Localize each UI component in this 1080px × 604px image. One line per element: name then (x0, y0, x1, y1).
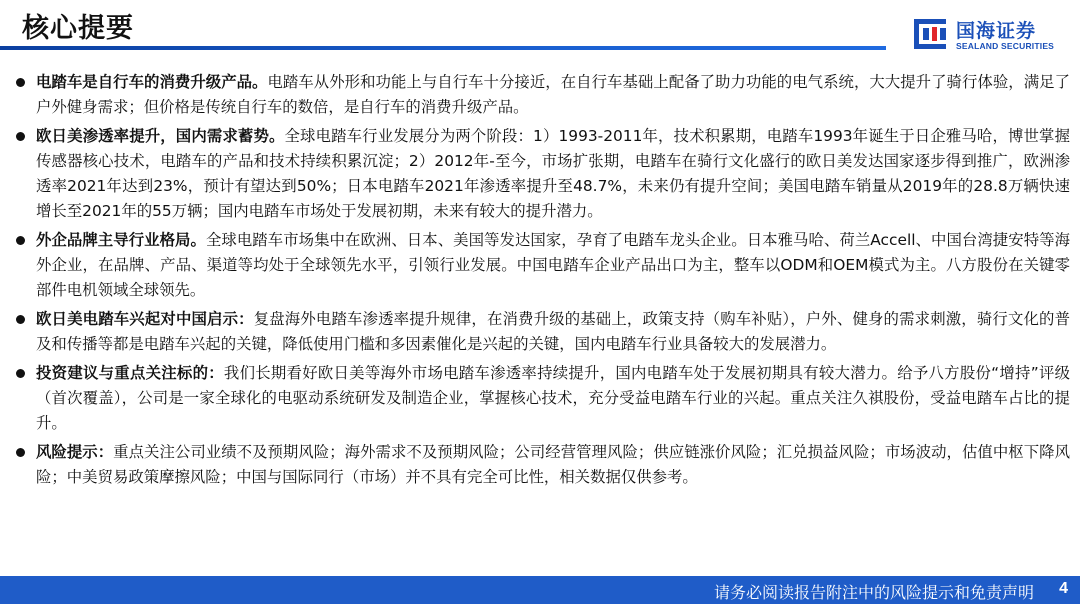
bullet-item (14, 70, 1070, 120)
bullet-dot-icon (16, 369, 25, 378)
bullet-dot-icon (16, 132, 25, 141)
bullet-item (14, 228, 1070, 303)
page-footer (0, 576, 1080, 604)
bullet-heading: 外企品牌主导行业格局。 (36, 231, 206, 249)
page-number: 4 (1059, 580, 1068, 597)
bullet-item (14, 307, 1070, 357)
bullet-body: 电踏车从外形和功能上与自行车十分接近，在自行车基础上配备了助力功能的电气系统，大大提升了骑行体验，满足了户外健身需求；但价格是传统自行车的数倍，是自行车的消费升级产品。 (36, 73, 1070, 116)
bullet-heading: 投资建议与重点关注标的： (36, 364, 224, 382)
bullet-dot-icon (16, 236, 25, 245)
logo-text-cn: 国海证券 (956, 20, 1037, 42)
bullet-heading: 风险提示： (36, 443, 114, 461)
bullet-dot-icon (16, 448, 25, 457)
bullet-body: 复盘海外电踏车渗透率提升规律，在消费升级的基础上，政策支持（购车补贴），户外、健身的需求刺激，骑行文化的普及和传播等都是电踏车兴起的关键，降低使用门槛和多因素催化是兴起的关键，国内电踏车行业具备较大的发展潜力。 (36, 310, 1070, 353)
disclaimer-text: 请务必阅读报告附注中的风险提示和免责声明 (713, 583, 1034, 602)
bullet-dot-icon (16, 315, 25, 324)
bullet-heading: 电踏车是自行车的消费升级产品。 (36, 73, 268, 91)
bullet-heading: 欧日美电踏车兴起对中国启示： (36, 310, 254, 328)
bullet-item (14, 440, 1070, 490)
summary-content (14, 70, 1070, 494)
page-title: 核心提要 (22, 13, 134, 44)
bullet-body: 重点关注公司业绩不及预期风险；海外需求不及预期风险；公司经营管理风险；供应链涨价风险；汇兑损益风险；市场波动，估值中枢下降风险；中美贸易政策摩擦风险；中国与国际同行（市场）并不具有完全可比性，相关数据仅供参考。 (36, 443, 1070, 486)
bullet-body: 全球电踏车市场集中在欧洲、日本、美国等发达国家，孕育了电踏车龙头企业。日本雅马哈、荷兰Accell、中国台湾捷安特等海外企业，在品牌、产品、渠道等均处于全球领先水平，引领行业发展。中国电踏车企业产品出口为主，整车以ODM和OEM模式为主。八方股份在关键零部件电机领域全球领先。 (36, 231, 1070, 299)
bullet-item (14, 124, 1070, 224)
sealand-logo-icon (912, 16, 948, 52)
bullet-item (14, 361, 1070, 436)
company-logo (912, 16, 1072, 56)
bullet-heading: 欧日美渗透率提升，国内需求蓄势。 (36, 127, 285, 145)
logo-text-en: SEALAND SECURITIES (956, 41, 1055, 51)
bullet-body: 全球电踏车行业发展分为两个阶段：1）1993-2011年，技术积累期，电踏车1993年诞生于日企雅马哈，博世掌握传感器核心技术，电踏车的产品和技术持续积累沉淀；2）2012年-至今，市场扩张期，电踏车在骑行文化盛行的欧日美发达国家逐步得到推广，欧洲渗透率2021年达到23%，预计有望达到50%；日本电踏车2021年渗透率提升至48.7%，未来仍有提升空间；美国电踏车销量从2019年的28.8万辆快速增长至2021年的55万辆；国内电踏车市场处于发展初期，未来有较大的提升潜力。 (36, 127, 1070, 220)
bullet-body: 我们长期看好欧日美等海外市场电踏车渗透率持续提升，国内电踏车处于发展初期具有较大潜力。给予八方股份“增持”评级（首次覆盖），公司是一家全球化的电驱动系统研发及制造企业，掌握核心技术，充分受益电踏车行业的兴起。重点关注久祺股份，受益电踏车占比的提升。 (36, 364, 1070, 432)
header-divider (0, 46, 886, 50)
bullet-dot-icon (16, 78, 25, 87)
